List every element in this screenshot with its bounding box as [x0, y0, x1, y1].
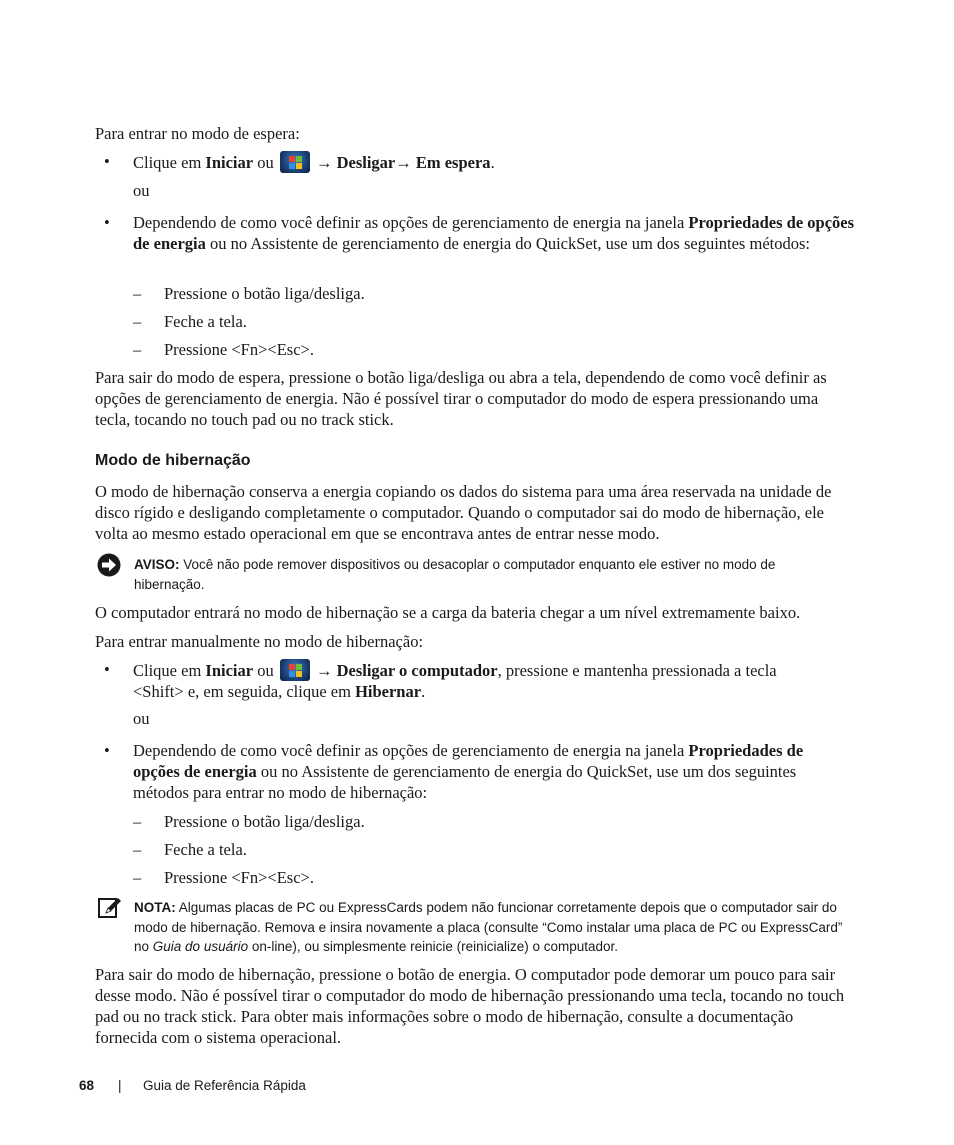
notice-text: AVISO: Você não pode remover dispositivos ou desacoplar o computador enquanto ele estiver no modo de hibernação.	[134, 557, 776, 592]
hibernation-or: ou	[133, 709, 150, 728]
page-footer	[79, 1078, 94, 1093]
dash: –	[133, 312, 142, 331]
note-text: NOTA: Algumas placas de PC ou ExpressCards podem não funcionar corretamente depois que o computador sair do modo de hibernação. Remova e insira novamente a placa (consulte “Como instalar uma placa de PC ou ExpressCard” no Guia do usuário on-line), ou simplesmente reinicie (reinicialize) o computador.	[134, 900, 843, 954]
hibernation-paragraph-2: O computador entrará no modo de hibernação se a carga da bateria chegar a um nível extremamente baixo.	[95, 603, 801, 622]
page-number: 68	[79, 1078, 95, 1093]
hibernation-dash-2: Feche a tela.	[164, 840, 247, 859]
standby-dash-3: Pressione <Fn><Esc>.	[164, 340, 314, 359]
standby-intro: Para entrar no modo de espera:	[95, 124, 300, 143]
hibernation-paragraph-3: Para entrar manualmente no modo de hibernação:	[95, 632, 424, 651]
dash: –	[133, 868, 142, 887]
standby-bullet-2: Dependendo de como você definir as opções de gerenciamento de energia na janela Propriedades de opções de energia ou no Assistente de gerenciamento de energia do QuickSet, use um dos seguintes métodos:	[133, 213, 855, 253]
standby-dash-1: Pressione o botão liga/desliga.	[164, 284, 365, 303]
hibernation-paragraph-1: O modo de hibernação conserva a energia copiando os dados do sistema para uma área reservada na unidade de disco rígido e desligando completamente o computador. Quando o computador sai do modo de hibernação, ele volta ao mesmo estado operacional em que se encontrava antes de entrar nesse modo.	[95, 482, 832, 543]
bullet: •	[104, 741, 110, 760]
notice-arrow-icon	[97, 553, 121, 577]
dash: –	[133, 340, 142, 359]
footer-title: Guia de Referência Rápida	[143, 1078, 306, 1093]
hibernation-bullet-1: Clique em Iniciar ou → Desligar o computador, pressione e mantenha pressionada a tecla <Shift> e, em seguida, clique em Hibernar.	[133, 661, 777, 701]
standby-bullet-1: Clique em Iniciar ou → Desligar→ Em espera.	[133, 153, 495, 172]
standby-exit-paragraph: Para sair do modo de espera, pressione o botão liga/desliga ou abra a tela, dependendo de como você definir as opções de gerenciamento de energia. Não é possível tirar o computador do modo de espera pressionando uma tecla, tocando no touch pad ou no track stick.	[95, 368, 827, 429]
dash: –	[133, 284, 142, 303]
note-pencil-icon	[98, 897, 122, 919]
hibernation-bullet-2: Dependendo de como você definir as opções de gerenciamento de energia na janela Propriedades de opções de energia ou no Assistente de gerenciamento de energia do QuickSet, use um dos seguintes métodos para entrar no modo de hibernação:	[133, 741, 804, 802]
standby-or: ou	[133, 181, 150, 200]
windows-start-icon	[280, 151, 310, 173]
hibernation-heading: Modo de hibernação	[95, 452, 251, 469]
footer-separator: |	[118, 1078, 122, 1093]
bullet: •	[104, 152, 110, 171]
dash: –	[133, 812, 142, 831]
windows-start-icon	[280, 659, 310, 681]
hibernation-dash-3: Pressione <Fn><Esc>.	[164, 868, 314, 887]
hibernation-dash-1: Pressione o botão liga/desliga.	[164, 812, 365, 831]
bullet: •	[104, 660, 110, 679]
standby-dash-2: Feche a tela.	[164, 312, 247, 331]
dash: –	[133, 840, 142, 859]
hibernation-exit-paragraph: Para sair do modo de hibernação, pressione o botão de energia. O computador pode demorar um pouco para sair desse modo. Não é possível tirar o computador do modo de hibernação pressionando uma tecla, tocando no touch pad ou no track stick. Para obter mais informações sobre o modo de hibernação, consulte a documentação fornecida com o sistema operacional.	[95, 965, 845, 1047]
bullet: •	[104, 213, 110, 232]
